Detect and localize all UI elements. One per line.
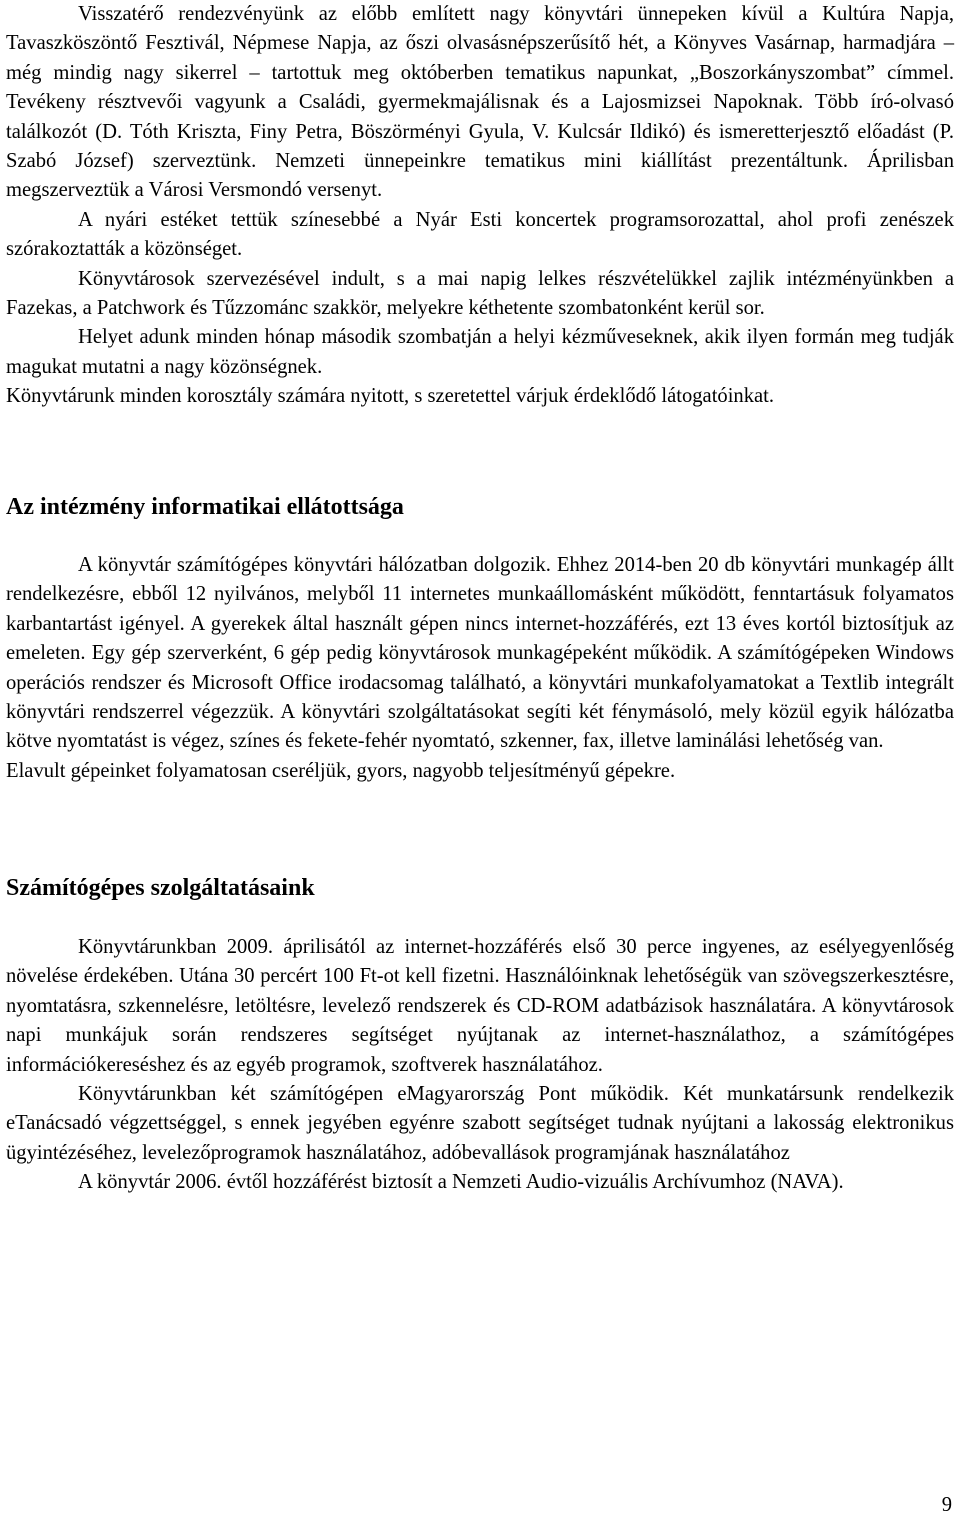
welcome-paragraph: Könyvtárunk minden korosztály számára nyitott, s szeretettel várjuk érdeklődő látogatóinkat.: [6, 385, 775, 408]
computer-services-heading: Számítógépes szolgáltatásaink: [6, 875, 315, 901]
it-equipment-paragraph: A könyvtár számítógépes könyvtári hálózatban dolgozik. Ehhez 2014-ben 20 db könyvtári munkagép állt rendelkezésre, ebből 12 nyilvános, melyből 11 internetes munkaállomásként működött, fenntartásuk folyamatos karbantartást igényel. A gyerekek által használt gépen nincs internet-hozzáférés, ezt 13 éves kortól biztosítjuk az emeleten. Egy gép szerverként, 6 gép pedig könyvtárosok munkagépeként működik. A számítógépeken Windows operációs rendszer és Microsoft Office irodacsomag található, a könyvtári munkafolyamatokat a Textlib integrált könyvtári rendszerrel végezzük. A könyvtári szolgáltatásokat segíti két fénymásoló, mely közül egyik hálózatba kötve nyomtatást is végez, színes és fekete-fehér nyomtató, szkenner, fax, illetve laminálási lehetőség van.: [6, 554, 954, 753]
events-section: [6, 0, 954, 412]
nava-paragraph: A könyvtár 2006. évtől hozzáférést biztosít a Nemzeti Audio-vizuális Archívumhoz (NAVA).: [78, 1171, 844, 1194]
emagyarorszag-paragraph: Könyvtárunkban két számítógépen eMagyarország Pont működik. Két munkatársunk rendelkezik eTanácsadó végzettséggel, s ennek jegyében egyénre szabott segítséget tudnak nyújtani a lakosság elektronikus ügyintézéséhez, levelezőprogramok használatához, adóbevallások programjának használatához: [6, 1083, 954, 1164]
workshops-paragraph: Könyvtárosok szervezésével indult, s a mai napig lelkes részvételükkel zajlik intézményünkben a Fazekas, a Patchwork és Tűzzománc szakkör, melyekre kéthetente szombatonként kerül sor.: [6, 267, 954, 320]
computer-services-section: [6, 933, 954, 1198]
events-paragraph: Visszatérő rendezvényünk az előbb említett nagy könyvtári ünnepeken kívül a Kultúra Napja, Tavaszköszöntő Fesztivál, Népmese Napja, az őszi olvasásnépszerűsítő hét, a Könyves Vasárnap, harmadjára – még mindig nagy sikerrel – tartottuk meg októberben tematikus napunkat, „Boszorkányszombat” címmel. Tevékeny résztvevői vagyunk a Családi, gyermekmajálisnak és a Lajosmizsei Napoknak. Több író-olvasó találkozót (D. Tóth Kriszta, Finy Petra, Böszörményi Gyula, V. Kulcsár Ildikó) és ismeretterjesztő előadást (P. Szabó József) szerveztünk. Nemzeti ünnepeinkre tematikus mini kiállítást prezentáltunk. Áprilisban megszerveztük a Városi Versmondó versenyt.: [6, 3, 954, 202]
crafts-paragraph: Helyet adunk minden hónap második szombatján a helyi kézműveseknek, akik ilyen formán meg tudják magukat mutatni a nagy közönségnek.: [6, 326, 954, 378]
machine-replacement-paragraph: Elavult gépeinket folyamatosan cseréljük, gyors, nagyobb teljesítményű gépekre.: [6, 759, 676, 782]
it-equipment-heading: Az intézmény informatikai ellátottsága: [6, 494, 404, 520]
internet-access-paragraph: Könyvtárunkban 2009. áprilisától az internet-hozzáférés első 30 perce ingyenes, az esélyegyenlőség növelése érdekében. Utána 30 percért 100 Ft-ot kell fizetni. Használóinknak lehetőségük van szövegszerkesztésre, nyomtatásra, szkennelésre, letöltésre, levelező rendszerek és CD-ROM adatbázisok használatára. A könyvtárosok napi munkájuk során rendszeres segítséget nyújtanak az internet-használathoz, a számítógépes információkereséshez és az egyéb programok, szoftverek használatához.: [6, 936, 954, 1076]
it-equipment-section: [6, 551, 954, 786]
summer-concerts-paragraph: A nyári estéket tettük színesebbé a Nyár Esti koncertek programsorozattal, ahol profi zenészek szórakoztatták a közönséget.: [6, 208, 954, 261]
page-number: 9: [941, 1494, 952, 1516]
